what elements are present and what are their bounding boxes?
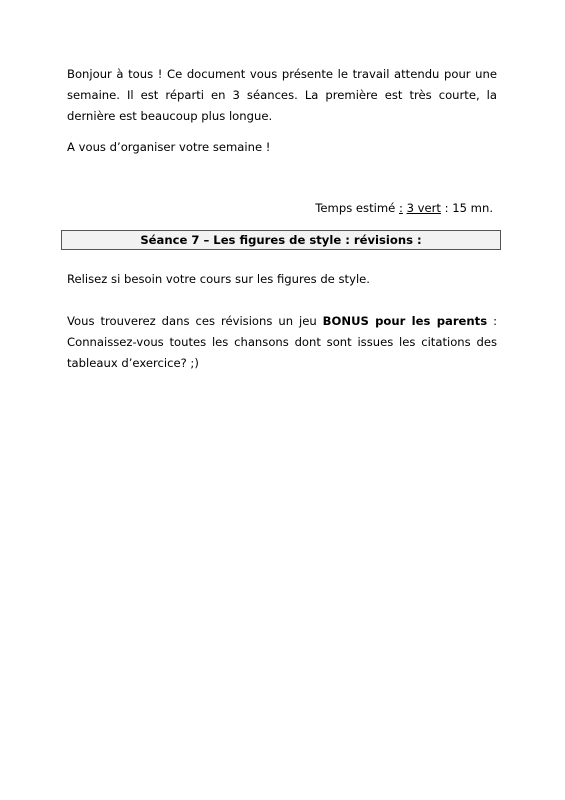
- time-estimate: [315, 198, 493, 219]
- bonus-highlight: BONUS pour les parents: [322, 314, 488, 328]
- reread-sentence: Relisez si besoin votre cours sur les figures de style.: [67, 272, 370, 286]
- organise-sentence: A vous d’organiser votre semaine !: [67, 140, 271, 154]
- bonus-paragraph: [67, 311, 497, 374]
- time-estimate-label: Temps estimé: [315, 201, 396, 215]
- bonus-text-before: Vous trouverez dans ces révisions un jeu: [67, 314, 323, 328]
- time-estimate-duration: 15 mn.: [452, 201, 493, 215]
- session-title-box: [61, 230, 501, 250]
- intro-paragraph: Bonjour à tous ! Ce document vous présente le travail attendu pour une semaine. Il est réparti en 3 séances. La première est très courte, la dernière est beaucoup plus longue.: [67, 67, 497, 123]
- bonus-text-after: : Connaissez-vous toutes les chansons dont sont issues les citations des tableaux d’exercice? ;): [67, 314, 497, 370]
- session-title: Séance 7 – Les figures de style : révisions :: [140, 233, 422, 247]
- time-estimate-level: 3 vert: [406, 201, 441, 215]
- time-estimate-colon-2: :: [444, 201, 449, 215]
- time-estimate-colon: :: [398, 201, 403, 215]
